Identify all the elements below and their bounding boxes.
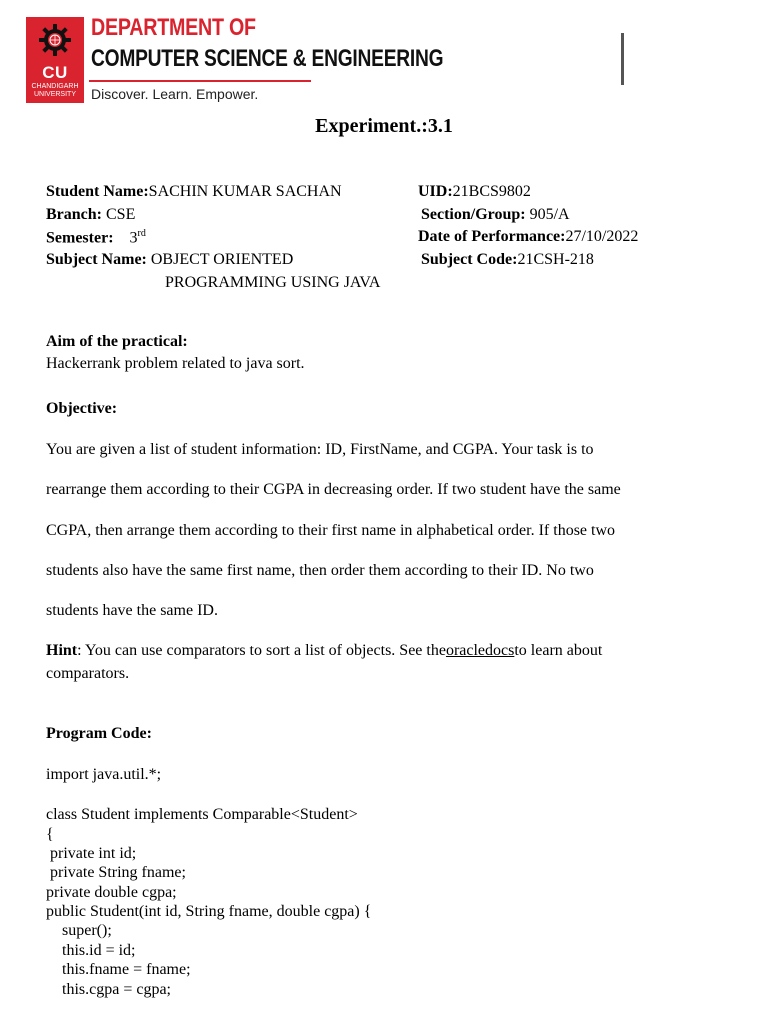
date-row bbox=[418, 228, 638, 246]
code-line: private String fname; bbox=[46, 864, 186, 881]
objective-line: CGPA, then arrange them according to their first name in alphabetical order. If those two bbox=[46, 522, 616, 539]
department-line1: DEPARTMENT OF bbox=[91, 14, 256, 41]
subject-code-row bbox=[421, 251, 594, 269]
section-value: 905/A bbox=[529, 206, 570, 223]
section-row bbox=[421, 206, 570, 224]
department-line2: COMPUTER SCIENCE & ENGINEERING bbox=[91, 45, 444, 72]
oracle-docs-link[interactable]: oracledocs bbox=[445, 642, 515, 659]
semester-label: Semester: bbox=[46, 229, 114, 247]
objective-line: students also have the same first name, then order them according to their ID. No two bbox=[46, 562, 594, 579]
code-line: import java.util.*; bbox=[46, 766, 162, 783]
code-line: { bbox=[46, 826, 54, 843]
branch-value: CSE bbox=[106, 206, 136, 223]
hint-text: : You can use comparators to sort a list of objects. See the bbox=[77, 642, 446, 659]
uid-value: 21BCS9802 bbox=[452, 183, 531, 200]
student-name-row bbox=[46, 183, 342, 201]
date-value: 27/10/2022 bbox=[565, 228, 639, 245]
header-divider bbox=[89, 80, 311, 82]
code-line: private double cgpa; bbox=[46, 884, 177, 901]
branch-row bbox=[46, 206, 135, 224]
date-label: Date of Performance: bbox=[418, 228, 566, 245]
subject-name-row bbox=[46, 251, 293, 269]
student-name-label: Student Name: bbox=[46, 183, 149, 200]
logo-mark: CU bbox=[42, 63, 68, 82]
section-label: Section/Group: bbox=[421, 206, 526, 223]
aim-text: Hackerrank problem related to java sort. bbox=[46, 355, 305, 372]
gear-globe-icon bbox=[37, 22, 73, 58]
code-line: public Student(int id, String fname, double cgpa) { bbox=[46, 903, 372, 920]
branch-label: Branch: bbox=[46, 206, 102, 223]
subject-name-line2: PROGRAMMING USING JAVA bbox=[165, 274, 381, 291]
objective-heading: Objective: bbox=[46, 400, 118, 417]
hint-row bbox=[46, 642, 602, 660]
university-logo bbox=[26, 17, 84, 103]
semester-row bbox=[46, 228, 146, 247]
subject-name-label: Subject Name: bbox=[46, 251, 147, 268]
tagline: Discover. Learn. Empower. bbox=[91, 86, 259, 102]
objective-line: You are given a list of student information: ID, FirstName, and CGPA. Your task is to bbox=[46, 441, 594, 458]
code-line: super(); bbox=[46, 922, 112, 939]
uid-row bbox=[418, 183, 531, 201]
subject-name-line1: OBJECT ORIENTED bbox=[150, 251, 294, 268]
objective-line: students have the same ID. bbox=[46, 602, 218, 619]
subject-code-label: Subject Code: bbox=[421, 251, 518, 268]
header-vertical-bar bbox=[621, 33, 624, 85]
code-line: this.cgpa = cgpa; bbox=[46, 981, 171, 998]
hint-line2: comparators. bbox=[46, 665, 130, 682]
student-name-value: SACHIN KUMAR SACHAN bbox=[148, 183, 342, 200]
code-line: private int id; bbox=[46, 845, 137, 862]
subject-code-value: 21CSH-218 bbox=[517, 251, 594, 268]
hint-text-after: to learn about bbox=[514, 642, 603, 659]
aim-heading: Aim of the practical: bbox=[46, 333, 188, 350]
logo-university-name: CHANDIGARH UNIVERSITY bbox=[31, 83, 79, 98]
program-code-heading: Program Code: bbox=[46, 725, 152, 742]
semester-value: 3 bbox=[129, 229, 138, 247]
code-line: this.fname = fname; bbox=[46, 961, 191, 978]
uid-label: UID: bbox=[418, 183, 453, 200]
code-line: class Student implements Comparable<Student> bbox=[46, 806, 358, 823]
experiment-title: Experiment.:3.1 bbox=[315, 115, 453, 137]
code-line: this.id = id; bbox=[46, 942, 136, 959]
hint-label: Hint bbox=[46, 642, 78, 659]
objective-line: rearrange them according to their CGPA in decreasing order. If two student have the same bbox=[46, 481, 621, 498]
semester-suffix: rd bbox=[137, 228, 146, 239]
